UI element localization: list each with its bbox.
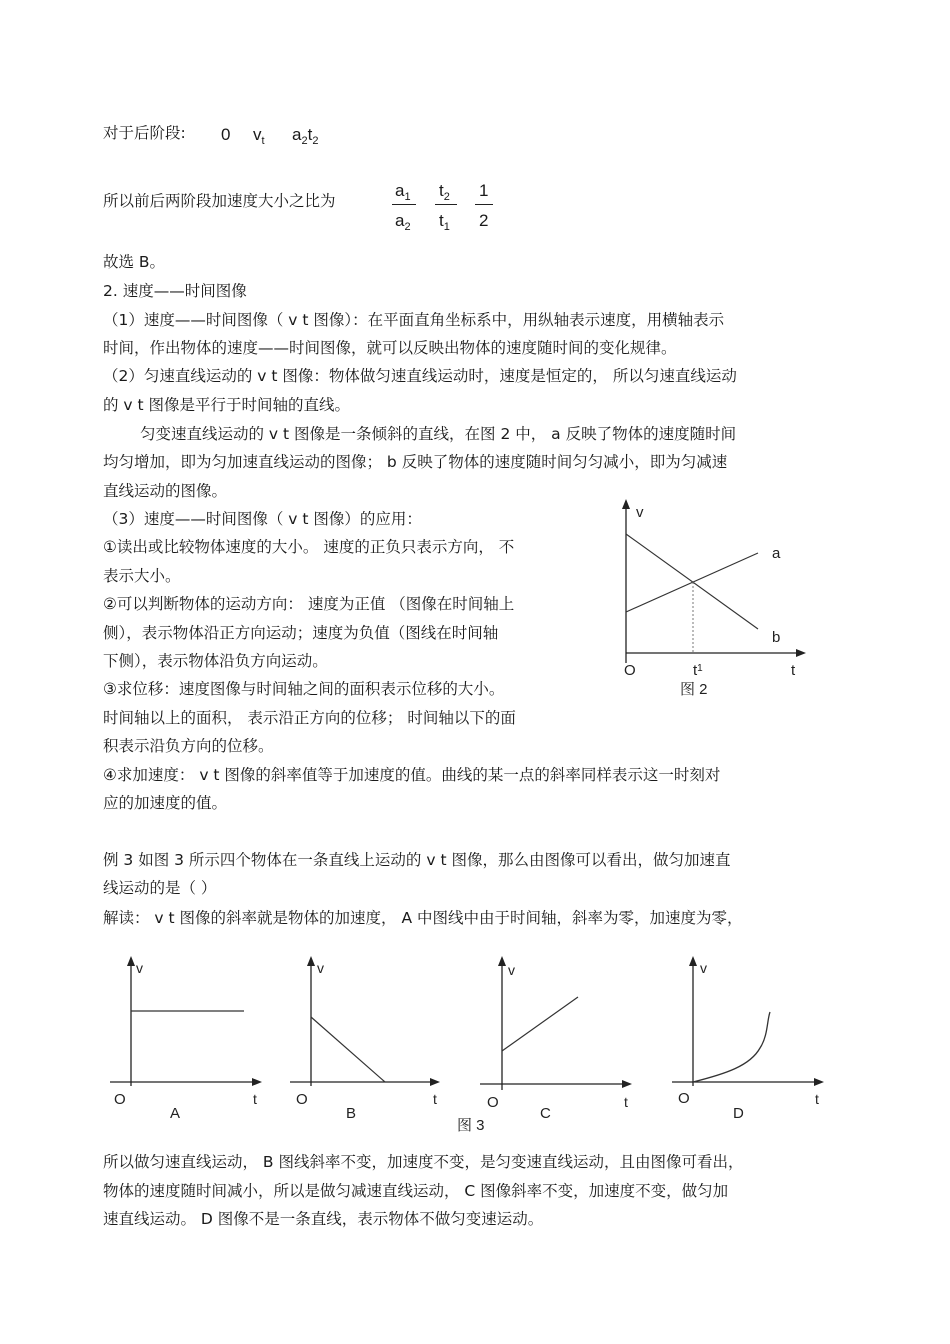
paragraph: 的 v t 图像是平行于时间轴的直线。 [103,396,351,414]
fraction-line [435,204,457,205]
origin-label: O [487,1094,499,1111]
b-label: b [772,629,781,646]
paragraph: 匀变速直线运动的 v t 图像是一条倾斜的直线，在图 2 中， a 反映了物体的速度随时间 [140,425,737,443]
conclusion-line: 速直线运动。 D 图像不是一条直线，表示物体不做匀变速运动。 [103,1210,544,1228]
origin-label: O [678,1090,690,1107]
panel-b [290,956,440,1122]
list-item: 时间轴以上的面积， 表示沿正方向的位移； 时间轴以下的面 [103,709,516,727]
y-axis-arrow [622,499,630,509]
fraction-t-numerator: $t_2$ [439,181,450,203]
x-axis-arrow [430,1078,440,1086]
list-item: ①读出或比较物体速度的大小。 速度的正负只表示方向， 不 [103,538,515,556]
fraction-half-denominator: 2 [479,211,489,230]
t-label: t [433,1091,437,1107]
y-axis-arrow [689,956,697,966]
fraction-line [475,204,493,205]
panel-letter: D [733,1105,744,1122]
list-item: 表示大小。 [103,567,181,585]
list-item: ④求加速度： v t 图像的斜率值等于加速度的值。曲线的某一点的斜率同样表示这一时刻对 [103,766,721,784]
conclusion-line: 物体的速度随时间减小，所以是做匀减速直线运动， C 图像斜率不变，加速度不变，做匀加 [103,1182,729,1200]
v-label: v [700,960,707,976]
figure-2-graph [600,495,820,710]
panel-letter: A [170,1105,181,1122]
t-label: t [815,1091,819,1107]
origin-label: O [296,1091,308,1108]
list-item: 侧），表示物体沿正方向运动；速度为负值（图线在时间轴 [103,624,499,642]
v-label: v [636,504,644,521]
fraction-a-numerator: $a_1$ [395,181,411,203]
fraction-t-denominator: $t_1$ [439,211,450,233]
x-axis-arrow [622,1080,632,1088]
example-question: 例 3 如图 3 所示四个物体在一条直线上运动的 v t 图像，那么由图像可以看出，做匀加速直 [103,851,731,869]
v-label: v [508,962,515,978]
ratio-label: 所以前后两阶段加速度大小之比为 [103,192,336,210]
figure-2-caption: 图 2 [680,681,708,698]
list-item: 积表示沿负方向的位移。 [103,737,274,755]
graph-line [502,997,578,1051]
t-label: t [253,1091,257,1107]
panel-d [672,956,824,1122]
line-b [626,534,758,629]
list-item: ②可以判断物体的运动方向： 速度为正值 （图像在时间轴上 [103,595,515,613]
list-item: 应的加速度的值。 [103,794,228,812]
a-label: a [772,545,781,562]
answer-line: 故选 B。 [103,253,166,271]
y-axis-arrow [127,956,135,966]
figure-3-graphs [100,950,840,1140]
paragraph: 时间，作出物体的速度——时间图像，就可以反映出物体的速度随时间的变化规律。 [103,339,677,357]
v-label: v [136,960,143,976]
panel-letter: C [540,1105,551,1122]
origin-label: O [114,1091,126,1108]
paragraph: （1）速度——时间图像（ v t 图像）：在平面直角坐标系中，用纵轴表示速度，用横轴表示 [103,311,725,329]
x-axis-arrow [814,1078,824,1086]
t1-label: $t^1$ [693,662,703,679]
equation-a2t2: $a_2t_2$ [292,125,319,147]
equation-v: $v_t$ [253,125,265,147]
paragraph: 均匀增加，即为匀加速直线运动的图像； b 反映了物体的速度随时间匀匀减小，即为匀减速 [103,453,728,471]
stage-label: 对于后阶段: [103,124,186,142]
x-axis-arrow [252,1078,262,1086]
paragraph: （2）匀速直线运动的 v t 图像：物体做匀速直线运动时，速度是恒定的， 所以匀速直线运动 [103,367,737,385]
figure-3-caption: 图 3 [457,1117,485,1134]
paragraph: 直线运动的图像。 [103,482,228,500]
example-question: 线运动的是（ ） [103,879,217,897]
panel-a [110,956,262,1122]
y-axis-arrow [307,956,315,966]
fraction-line [392,204,416,205]
t-label: t [791,662,796,679]
section-heading: 2. 速度——时间图像 [103,282,247,300]
x-axis-arrow [796,649,806,657]
list-item: ③求位移：速度图像与时间轴之间的面积表示位移的大小。 [103,680,505,698]
panel-c [480,956,632,1122]
y-axis-arrow [498,956,506,966]
origin-label: O [624,662,636,679]
conclusion-line: 所以做匀速直线运动， B 图线斜率不变，加速度不变，是匀变速直线运动，且由图像可看出， [103,1153,744,1171]
fraction-a-denominator: $a_2$ [395,211,411,233]
v-label: v [317,960,324,976]
t-label: t [624,1094,628,1110]
graph-curve [693,1012,770,1082]
panel-letter: B [346,1105,357,1122]
example-solution: 解读： v t 图像的斜率就是物体的加速度， A 中图线中由于时间轴，斜率为零，加速度为零， [103,909,743,927]
list-item: 下侧），表示物体沿负方向运动。 [103,652,328,670]
line-a [626,553,758,612]
graph-line [311,1017,385,1082]
fraction-half-numerator: 1 [479,181,489,200]
paragraph: （3）速度——时间图像（ v t 图像）的应用： [103,510,422,528]
equation-zero: 0 [221,125,231,144]
